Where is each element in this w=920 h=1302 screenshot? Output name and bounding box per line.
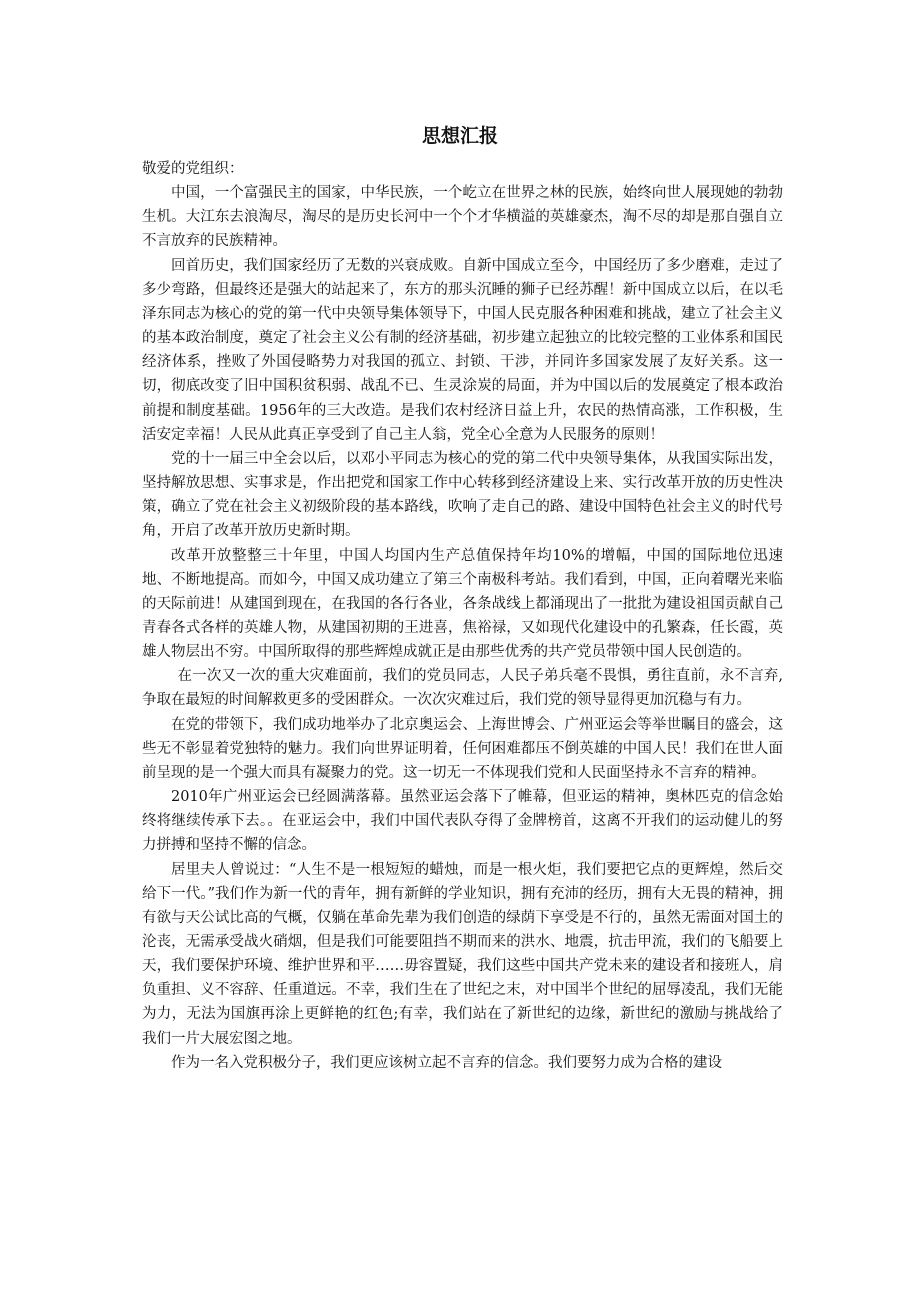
paragraph-4: 改革开放整整三十年里，中国人均国内生产总值保持年均10%的增幅，中国的国际地位迅速地、不断地提高。而如今，中国又成功建立了第三个南极科考站。我们看到，中国，正向着曙光来临的天际前进！从建国到现在，在我国的各行各业，各条战线上都涌现出了一批批为建设祖国贡献自己青春各式各样的英雄人物，从建国初期的王进喜，焦裕禄，又如现代化建设中的孔繁森，任长霞，英雄人物层出不穷。中国所取得的那些辉煌成就正是由那些优秀的共产党员带领中国人民创造的。 bbox=[142, 547, 783, 661]
paragraph-1: 中国，一个富强民主的国家，中华民族，一个屹立在世界之林的民族，始终向世人展现她的勃勃生机。大江东去浪淘尽，淘尽的是历史长河中一个个才华横溢的英雄豪杰，淘不尽的却是那自强自立不言放弃的民族精神。 bbox=[142, 185, 783, 250]
document-title: 思想汇报 bbox=[421, 125, 498, 147]
paragraph-6: 在党的带领下，我们成功地举办了北京奥运会、上海世博会、广州亚运会等举世瞩目的盛会，这些无不彰显着党独特的魅力。我们向世界证明着，任何困难都压不倒英雄的中国人民！我们在世人面前呈现的是一个强大而具有凝聚力的党。这一切无一不体现我们党和人民面坚持永不言弃的精神。 bbox=[142, 716, 783, 781]
paragraph-3: 党的十一届三中全会以后，以邓小平同志为核心的党的第二代中央领导集体，从我国实际出发，坚持解放思想、实事求是，作出把党和国家工作中心转移到经济建设上来、实行改革开放的历史性决策，确立了党在社会主义初级阶段的基本路线，吹响了走自己的路、建设中国特色社会主义的时代号角，开启了改革开放历史新时期。 bbox=[142, 450, 783, 540]
paragraph-7: 2010年广州亚运会已经圆满落幕。虽然亚运会落下了帷幕，但亚运的精神，奥林匹克的信念始终将继续传承下去。。在亚运会中，我们中国代表队夺得了金牌榜首，这离不开我们的运动健儿的努力拼搏和坚持不懈的信念。 bbox=[142, 789, 783, 854]
paragraph-8: 居里夫人曾说过：“人生不是一根短短的蜡烛，而是一根火炬，我们要把它点的更辉煌，然后交给下一代。”我们作为新一代的青年，拥有新鲜的学业知识，拥有充沛的经历，拥有大无畏的精神，拥有欲与天公试比高的气概，仅躺在革命先辈为我们创造的绿荫下享受是不行的，虽然无需面对国土的沦丧，无需承受战火硝烟，但是我们可能要阻挡不期而来的洪水、地震，抗击甲流，我们的飞船要上天，我们要保护环境、维护世界和平……毋容置疑，我们这些中国共产党未来的建设者和接班人，肩负重担、义不容辞、任重道远。不幸，我们生在了世纪之末，对中国半个世纪的屈辱凌乱，我们无能为力，无法为国旗再涂上更鲜艳的红色;有幸，我们站在了新世纪的边缘，新世纪的激励与挑战给了我们一片大展宏图之地。 bbox=[142, 861, 783, 1047]
paragraph-9: 作为一名入党积极分子，我们更应该树立起不言弃的信念。我们要努力成为合格的建设 bbox=[171, 1054, 722, 1071]
paragraph-2: 回首历史，我们国家经历了无数的兴衰成败。自新中国成立至今，中国经历了多少磨难，走过了多少弯路，但最终还是强大的站起来了，东方的那头沉睡的狮子已经苏醒！新中国成立以后，在以毛泽东同志为核心的党的第一代中央领导集体领导下，中国人民克服各种困难和挑战，建立了社会主义的基本政治制度，奠定了社会主义公有制的经济基础，初步建立起独立的比较完整的工业体系和国民经济体系，挫败了外国侵略势力对我国的孤立、封锁、干涉，并同许多国家发展了友好关系。这一切，彻底改变了旧中国积贫积弱、战乱不已、生灵涂炭的局面，并为中国以后的发展奠定了根本政治前提和制度基础。1956年的三大改造。是我们农村经济日益上升，农民的热情高涨，工作积极，生活安定幸福！人民从此真正享受到了自己主人翁，党全心全意为人民服务的原则！ bbox=[142, 257, 783, 443]
document-body bbox=[142, 157, 783, 1075]
paragraph-5: 在一次又一次的重大灾难面前，我们的党员同志，人民子弟兵毫不畏惧，勇往直前，永不言弃,争取在最短的时间解救更多的受困群众。一次次灾难过后，我们党的领导显得更加沉稳与有力。 bbox=[142, 668, 783, 709]
salutation: 敬爱的党组织： bbox=[142, 161, 244, 177]
